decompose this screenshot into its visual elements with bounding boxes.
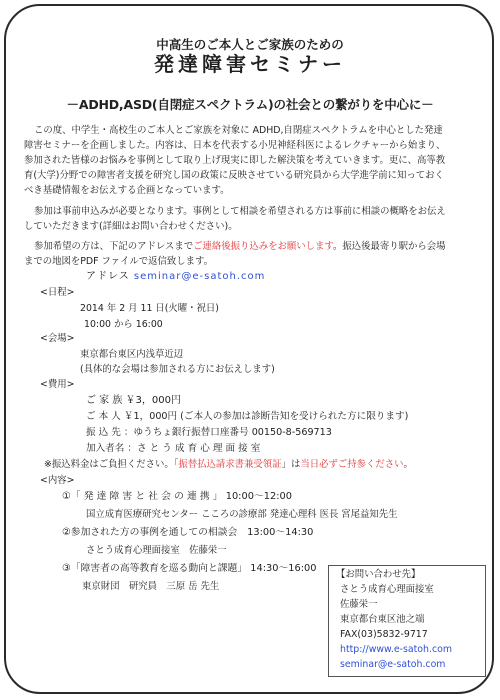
- contact-email-link[interactable]: seminar@e-satoh.com: [340, 659, 446, 670]
- fee-note-highlight: 当日必ずご持参ください: [300, 459, 404, 470]
- schedule-time: 10:00 から 16:00: [84, 319, 163, 330]
- apply-line: までの地図をPDF ファイルで返信致します。: [24, 256, 214, 267]
- venue-address: 東京都台東区内浅草近辺: [80, 349, 184, 360]
- contact-heading: 【お問い合わせ先】: [336, 569, 421, 580]
- fee-note-highlight: 振替払込請求書兼受領証: [178, 459, 282, 470]
- apply-text: 参加希望の方は、下記のアドレスまで: [34, 241, 194, 252]
- address-row: [86, 270, 265, 283]
- fees-heading: <費用>: [40, 379, 75, 390]
- fee-bank: 振 込 先 ：ゆうちょ銀行振替口座番号 00150-8-569713: [86, 427, 332, 438]
- contact-address: 東京都台東区池之端: [340, 614, 425, 625]
- apply-highlight: ご連絡後振り込みをお願いします: [193, 241, 333, 252]
- address-label: アドレス: [86, 271, 130, 282]
- flyer-title: 発達障害セミナー: [154, 52, 346, 76]
- fee-note-text: 。: [403, 459, 413, 470]
- program-item-2: ②参加された方の事例を通しての相談会 13:00～14:30: [62, 527, 314, 538]
- intro-line: 参加された皆様のお悩みを事例として取り上げ現実に即した解決策を考えていきます。更に、高等教: [24, 155, 446, 166]
- schedule-heading: <日程>: [40, 287, 75, 298]
- flyer-subtitle: 中高生のご本人とご家族のための: [156, 37, 344, 52]
- fee-account: 加入者名 ：さ と う 成 育 心 理 面 接 室: [86, 443, 261, 454]
- intro-line: この度、中学生・高校生のご本人とご家族を対象に ADHD,自閉症スペクトラムを中心とした発達: [34, 125, 443, 136]
- contact-name: 佐藤栄一: [340, 599, 378, 610]
- registration-line: 参加は事前申込みが必要となります。事例として相談を希望される方は事前に相談の概略をお伝え: [34, 206, 446, 217]
- intro-line: 障害セミナーを企画しました。内容は、日本を代表する小児神経科医によるレクチャーから始まり、: [24, 140, 446, 151]
- schedule-date: 2014 年 2 月 11 日(火曜・祝日): [80, 303, 219, 314]
- fee-note: [44, 458, 413, 471]
- flyer-theme: －ADHD,ASD(自閉症スペクトラム)の社会との繋がりを中心に－: [66, 97, 434, 112]
- venue-heading: <会場>: [40, 333, 75, 344]
- apply-text: 。振込後最寄り駅から会場: [333, 241, 446, 252]
- content-heading: <内容>: [40, 475, 75, 486]
- fee-self: ご 本 人 ￥1，000円 (ご本人の参加は診断告知を受けられた方に限ります): [86, 411, 409, 422]
- intro-line: 育(大学)分野での障害者支援を研究し国の政策に反映させている研究員から大学進学前に知っておく: [24, 170, 444, 181]
- contact-fax: FAX(03)5832-9717: [340, 629, 428, 640]
- fee-note-text: ※振込料金はご負担ください。「: [44, 459, 179, 470]
- fee-family: ご 家 族 ￥3，000円: [86, 395, 181, 406]
- venue-note: (具体的な会場は参加される方にお伝えします): [80, 364, 275, 375]
- program-speaker-2: さとう成育心理面接室 佐藤栄一: [86, 545, 227, 556]
- program-speaker-1: 国立成育医療研究センター こころの診療部 発達心理科 医長 宮尾益知先生: [86, 509, 398, 520]
- program-speaker-3: 東京財団 研究員 三原 岳 先生: [82, 581, 220, 592]
- contact-org: さとう成育心理面接室: [340, 584, 434, 595]
- program-item-3: ③「障害者の高等教育を巡る動向と課題」 14:30～16:00: [62, 563, 317, 574]
- address-email-link[interactable]: seminar@e-satoh.com: [133, 271, 266, 282]
- registration-line: していただきます(詳細はお問い合わせください)。: [24, 221, 238, 232]
- fee-note-text: 」は: [281, 459, 301, 470]
- apply-line: [34, 240, 446, 253]
- contact-website-link[interactable]: http://www.e-satoh.com: [340, 644, 452, 655]
- program-item-1: ①「 発 達 障 害 と 社 会 の 連 携 」 10:00～12:00: [62, 491, 292, 502]
- intro-line: べき基礎情報をお伝えする企画となっています。: [24, 185, 230, 196]
